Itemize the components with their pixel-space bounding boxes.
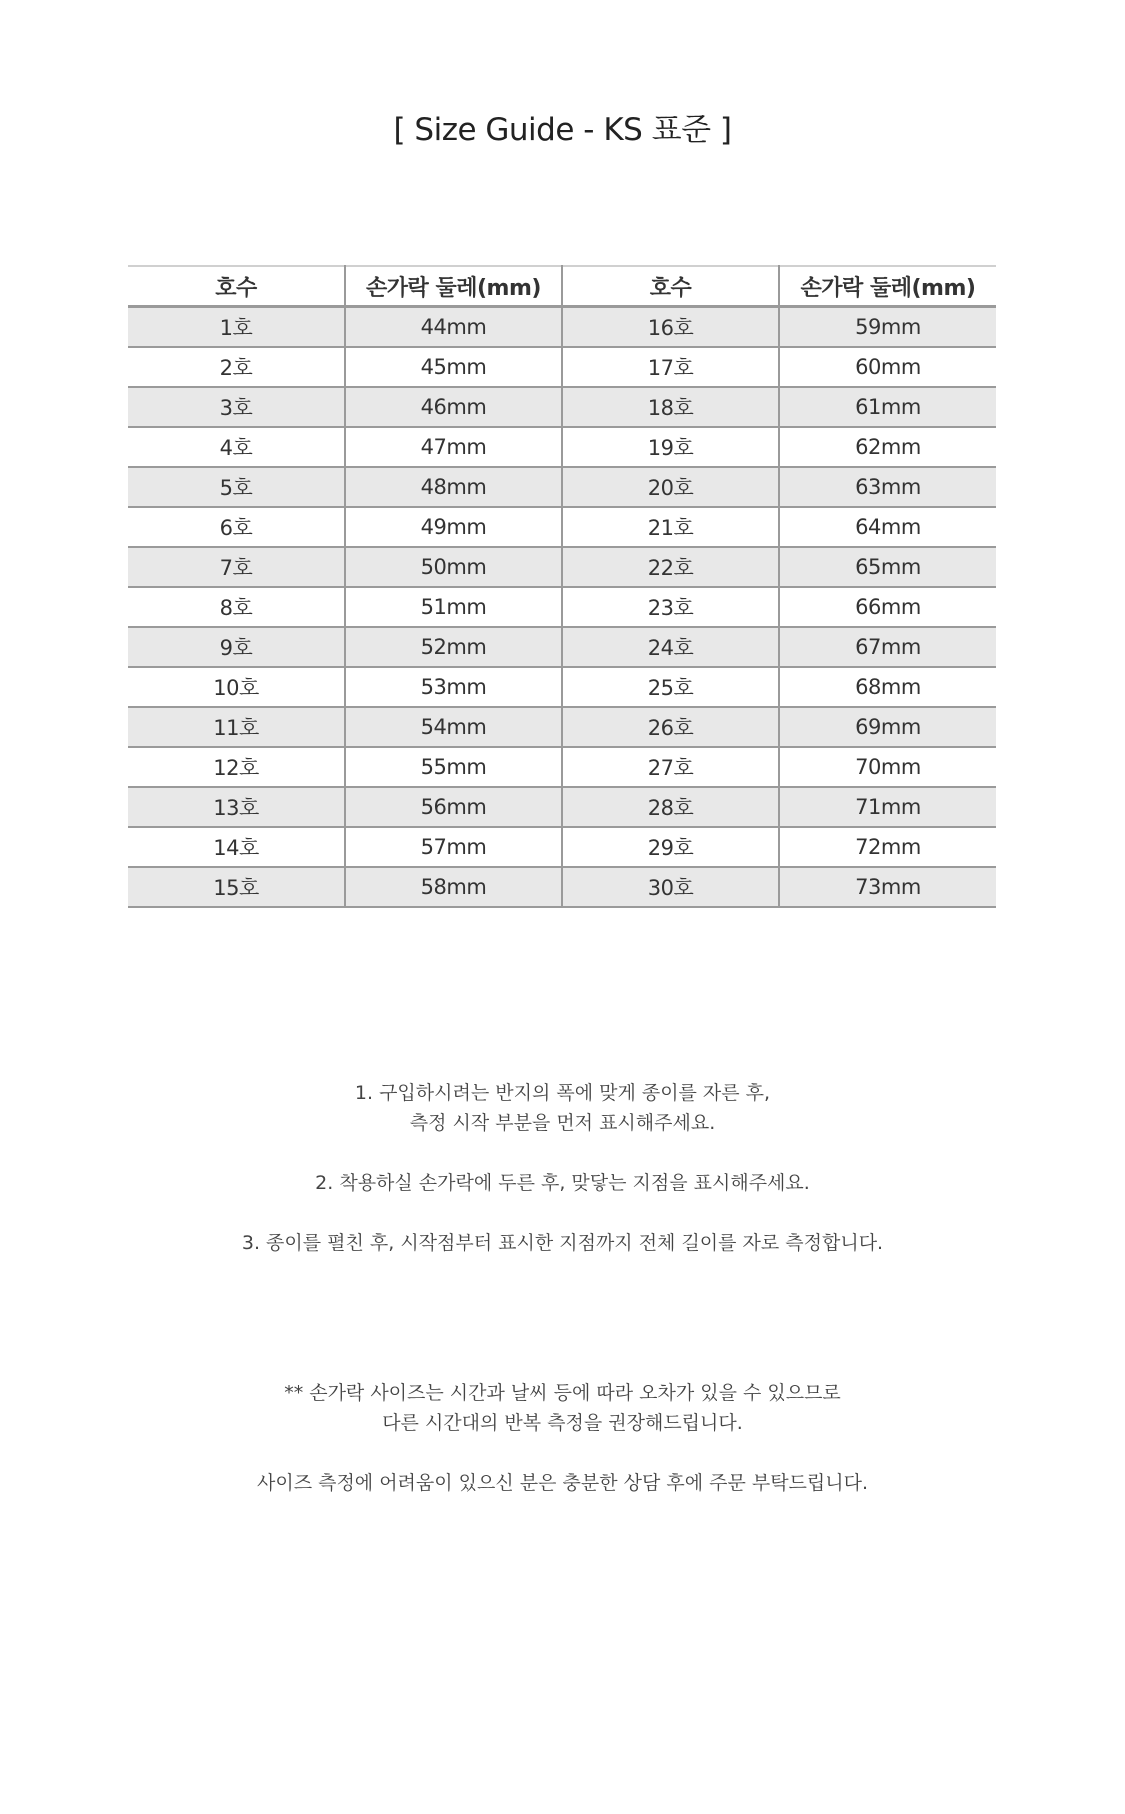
size-cell: 21호 — [562, 507, 779, 547]
circumference-cell: 58mm — [345, 867, 562, 907]
table-row — [128, 467, 996, 507]
table-row — [128, 587, 996, 627]
circumference-cell: 73mm — [779, 867, 996, 907]
table-row — [128, 307, 996, 348]
size-cell: 22호 — [562, 547, 779, 587]
circumference-cell: 68mm — [779, 667, 996, 707]
size-cell: 12호 — [128, 747, 345, 787]
instruction-step-3: 3. 종이를 펼친 후, 시작점부터 표시한 지점까지 전체 길이를 자로 측정합니다. — [241, 1232, 884, 1254]
table-row — [128, 707, 996, 747]
size-cell: 10호 — [128, 667, 345, 707]
note-1-line-2: 다른 시간대의 반복 측정을 권장해드립니다. — [382, 1412, 743, 1434]
table-row — [128, 867, 996, 907]
size-cell: 5호 — [128, 467, 345, 507]
circumference-cell: 64mm — [779, 507, 996, 547]
size-table — [128, 265, 996, 908]
size-notes — [0, 1378, 1125, 1498]
header-size-1: 호수 — [128, 266, 345, 307]
circumference-cell: 69mm — [779, 707, 996, 747]
circumference-cell: 66mm — [779, 587, 996, 627]
size-cell: 8호 — [128, 587, 345, 627]
circumference-cell: 70mm — [779, 747, 996, 787]
size-cell: 4호 — [128, 427, 345, 467]
size-cell: 16호 — [562, 307, 779, 348]
table-row — [128, 827, 996, 867]
circumference-cell: 65mm — [779, 547, 996, 587]
circumference-cell: 67mm — [779, 627, 996, 667]
circumference-cell: 49mm — [345, 507, 562, 547]
table-row — [128, 667, 996, 707]
size-cell: 24호 — [562, 627, 779, 667]
table-header-row — [128, 266, 996, 307]
size-cell: 27호 — [562, 747, 779, 787]
table-row — [128, 747, 996, 787]
size-cell: 29호 — [562, 827, 779, 867]
circumference-cell: 46mm — [345, 387, 562, 427]
circumference-cell: 53mm — [345, 667, 562, 707]
size-cell: 2호 — [128, 347, 345, 387]
circumference-cell: 50mm — [345, 547, 562, 587]
circumference-cell: 57mm — [345, 827, 562, 867]
instruction-step-1-line-1: 1. 구입하시려는 반지의 폭에 맞게 종이를 자른 후, — [354, 1082, 771, 1104]
circumference-cell: 60mm — [779, 347, 996, 387]
circumference-cell: 45mm — [345, 347, 562, 387]
circumference-cell: 54mm — [345, 707, 562, 747]
size-cell: 11호 — [128, 707, 345, 747]
size-cell: 6호 — [128, 507, 345, 547]
size-cell: 19호 — [562, 427, 779, 467]
size-cell: 18호 — [562, 387, 779, 427]
circumference-cell: 61mm — [779, 387, 996, 427]
circumference-cell: 59mm — [779, 307, 996, 348]
size-cell: 30호 — [562, 867, 779, 907]
circumference-cell: 47mm — [345, 427, 562, 467]
header-circumference-2: 손가락 둘레(mm) — [779, 266, 996, 307]
table-row — [128, 347, 996, 387]
table-row — [128, 427, 996, 467]
circumference-cell: 72mm — [779, 827, 996, 867]
table-row — [128, 387, 996, 427]
size-cell: 25호 — [562, 667, 779, 707]
size-cell: 15호 — [128, 867, 345, 907]
size-cell: 20호 — [562, 467, 779, 507]
size-cell: 7호 — [128, 547, 345, 587]
header-size-2: 호수 — [562, 266, 779, 307]
note-2: 사이즈 측정에 어려움이 있으신 분은 충분한 상담 후에 주문 부탁드립니다. — [256, 1472, 869, 1494]
instruction-step-2: 2. 착용하실 손가락에 두른 후, 맞닿는 지점을 표시해주세요. — [315, 1172, 810, 1194]
instruction-step-1-line-2: 측정 시작 부분을 먼저 표시해주세요. — [409, 1112, 716, 1134]
size-cell: 23호 — [562, 587, 779, 627]
header-circumference-1: 손가락 둘레(mm) — [345, 266, 562, 307]
circumference-cell: 48mm — [345, 467, 562, 507]
circumference-cell: 62mm — [779, 427, 996, 467]
table-row — [128, 547, 996, 587]
page-title: [ Size Guide - KS 표준 ] — [393, 112, 732, 148]
size-cell: 9호 — [128, 627, 345, 667]
circumference-cell: 52mm — [345, 627, 562, 667]
table-row — [128, 627, 996, 667]
size-cell: 14호 — [128, 827, 345, 867]
size-cell: 28호 — [562, 787, 779, 827]
table-row — [128, 507, 996, 547]
circumference-cell: 55mm — [345, 747, 562, 787]
circumference-cell: 56mm — [345, 787, 562, 827]
circumference-cell: 44mm — [345, 307, 562, 348]
circumference-cell: 63mm — [779, 467, 996, 507]
table-row — [128, 787, 996, 827]
size-cell: 17호 — [562, 347, 779, 387]
size-cell: 13호 — [128, 787, 345, 827]
size-cell: 3호 — [128, 387, 345, 427]
measurement-instructions — [0, 1078, 1125, 1258]
circumference-cell: 51mm — [345, 587, 562, 627]
size-cell: 1호 — [128, 307, 345, 348]
note-1-line-1: ** 손가락 사이즈는 시간과 날씨 등에 따라 오차가 있을 수 있으므로 — [284, 1382, 841, 1404]
size-cell: 26호 — [562, 707, 779, 747]
circumference-cell: 71mm — [779, 787, 996, 827]
